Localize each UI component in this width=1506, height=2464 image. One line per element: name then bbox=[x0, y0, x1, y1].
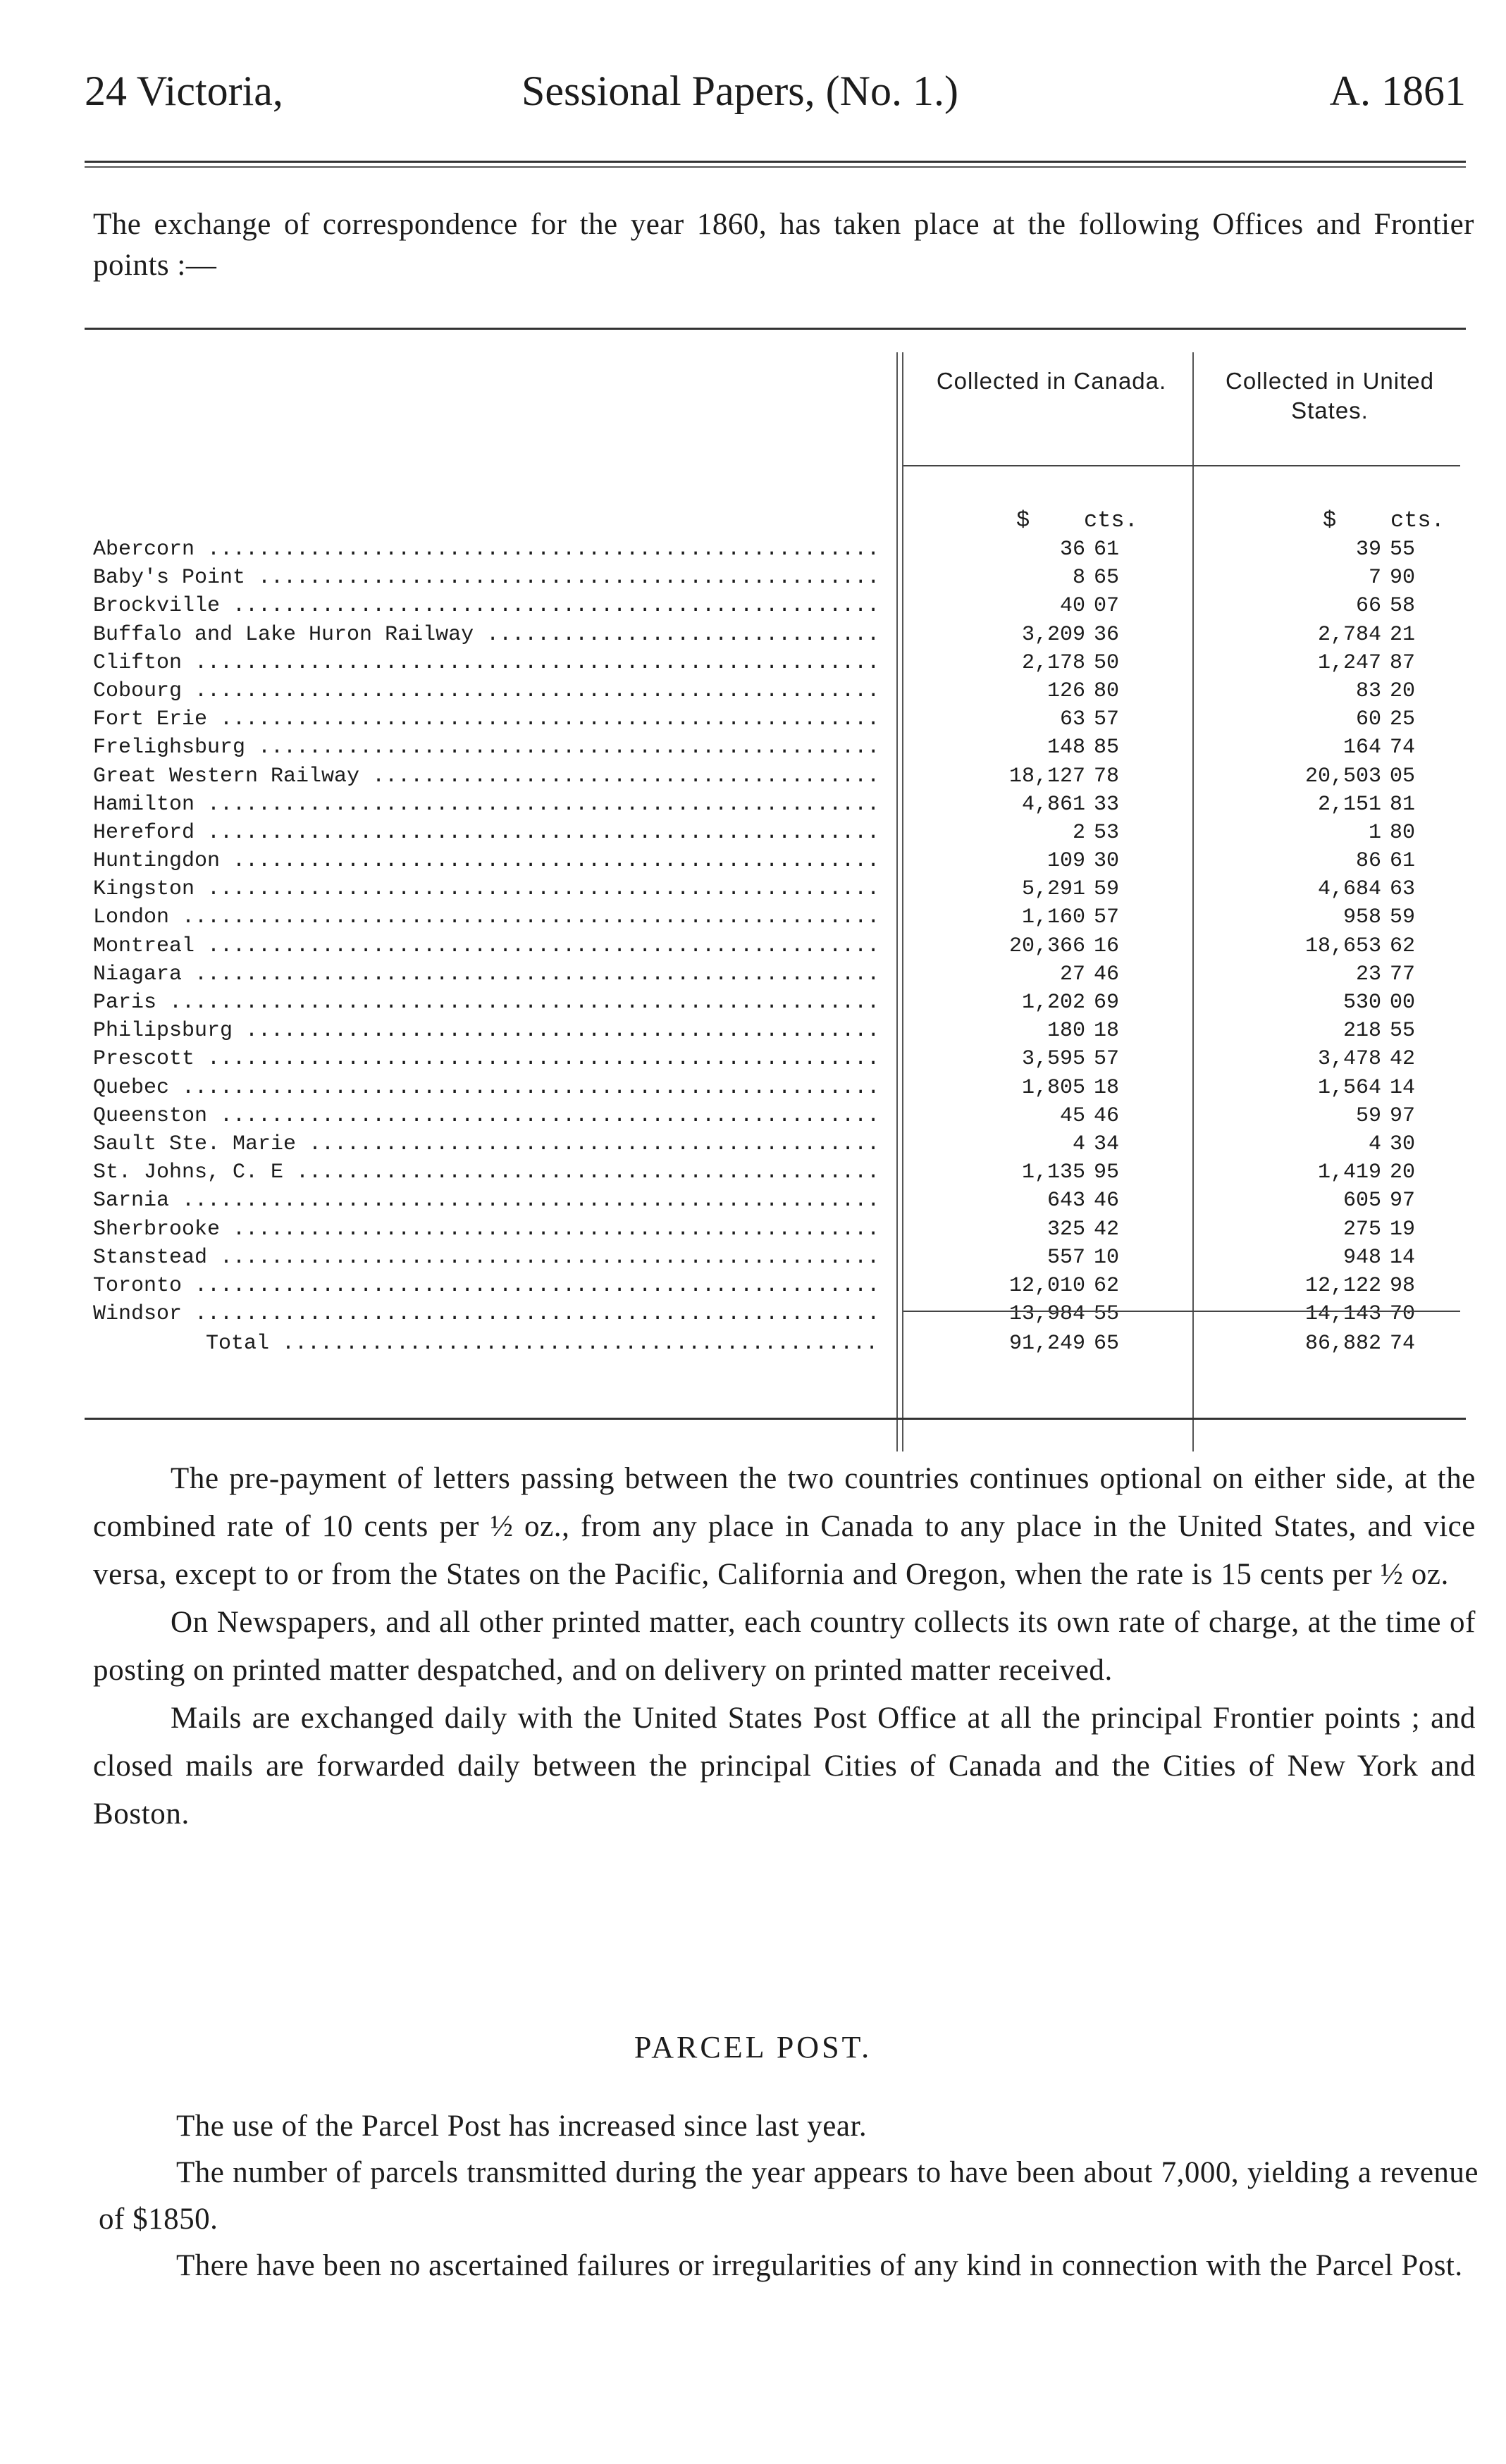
canada-cents: 57 bbox=[1094, 1047, 1120, 1072]
table-row bbox=[93, 989, 1467, 1017]
table-row bbox=[93, 705, 1467, 733]
office-name: St. Johns, C. E ..... bbox=[93, 1158, 882, 1187]
column-header-us: Collected in United States. bbox=[1226, 368, 1434, 423]
office-name: Quebec ..... bbox=[93, 1074, 882, 1102]
paragraph-mails: Mails are exchanged daily with the United States Post Office at all the principal Frontier points ; and closed mails are forwarded daily between the principal Cities of Canada and the Cities of New York and Boston. bbox=[93, 1702, 1476, 1831]
canada-dollars: 12,010 bbox=[1008, 1273, 1085, 1298]
table-row bbox=[93, 733, 1467, 762]
canada-cents: 95 bbox=[1094, 1160, 1120, 1185]
canada-dollars: 3,595 bbox=[1021, 1047, 1085, 1072]
canada-dollars: 148 bbox=[1047, 736, 1085, 760]
canada-cents: 53 bbox=[1094, 820, 1120, 845]
us-cents: 19 bbox=[1390, 1217, 1416, 1242]
canada-cents: 42 bbox=[1094, 1217, 1120, 1242]
us-dollars: 1,564 bbox=[1317, 1075, 1381, 1100]
table-row bbox=[93, 1300, 1467, 1328]
canada-dollars: 4 bbox=[1072, 1132, 1085, 1156]
total-us-dollars: 86,882 bbox=[1304, 1332, 1381, 1356]
parcel-paragraph-failures: There have been no ascertained failures or irregularities of any kind in connection with the Parcel Post. bbox=[176, 2249, 1463, 2282]
canada-dollars: 1,160 bbox=[1021, 905, 1085, 930]
canada-dollars: 36 bbox=[1059, 538, 1085, 562]
us-cents: 58 bbox=[1390, 594, 1416, 619]
header-rule-secondary bbox=[85, 166, 1466, 168]
canada-cents: 46 bbox=[1094, 962, 1120, 986]
us-dollars: 218 bbox=[1343, 1019, 1381, 1044]
us-dollars: 12,122 bbox=[1304, 1273, 1381, 1298]
canada-cents: 61 bbox=[1094, 538, 1120, 562]
us-dollars: 18,653 bbox=[1304, 934, 1381, 958]
us-cents: 77 bbox=[1390, 962, 1416, 986]
table-row bbox=[93, 677, 1467, 705]
header-volume: 24 Victoria, bbox=[85, 68, 283, 114]
canada-dollars: 27 bbox=[1059, 962, 1085, 986]
canada-cents: 18 bbox=[1094, 1075, 1120, 1100]
office-name: Frelighsburg ..... bbox=[93, 733, 882, 762]
us-cents: 20 bbox=[1390, 679, 1416, 703]
office-name: Clifton ..... bbox=[93, 649, 882, 677]
canada-dollars: 2,178 bbox=[1021, 650, 1085, 675]
us-cents: 97 bbox=[1390, 1189, 1416, 1213]
us-cents: 61 bbox=[1390, 849, 1416, 874]
table-row bbox=[93, 564, 1467, 592]
us-dollars: 14,143 bbox=[1304, 1302, 1381, 1327]
us-cents: 20 bbox=[1390, 1160, 1416, 1185]
header-rule bbox=[85, 161, 1466, 163]
header-year: A. 1861 bbox=[1329, 68, 1466, 114]
us-dollars: 83 bbox=[1355, 679, 1381, 703]
us-cents: 55 bbox=[1390, 538, 1416, 562]
us-dollars: 2,784 bbox=[1317, 622, 1381, 647]
canada-dollars: 45 bbox=[1059, 1103, 1085, 1128]
us-cents: 30 bbox=[1390, 1132, 1416, 1156]
total-canada-dollars: 91,249 bbox=[1008, 1332, 1085, 1356]
canada-dollars: 18,127 bbox=[1008, 764, 1085, 788]
canada-dollars: 3,209 bbox=[1021, 622, 1085, 647]
us-dollars: 1,247 bbox=[1317, 650, 1381, 675]
us-dollars: 20,503 bbox=[1304, 764, 1381, 788]
us-dollars: 164 bbox=[1343, 736, 1381, 760]
office-name: Hereford ..... bbox=[93, 819, 882, 847]
office-name: Abercorn ..... bbox=[93, 535, 882, 564]
section-title-parcel-post: PARCEL POST. bbox=[634, 2030, 872, 2064]
canada-dollars: 40 bbox=[1059, 594, 1085, 619]
table-row bbox=[93, 621, 1467, 649]
header-underline bbox=[903, 465, 1460, 466]
canada-dollars: 63 bbox=[1059, 707, 1085, 732]
us-cents: 98 bbox=[1390, 1273, 1416, 1298]
canada-cents: 46 bbox=[1094, 1103, 1120, 1128]
table-row bbox=[93, 847, 1467, 875]
office-name: Sarnia ..... bbox=[93, 1187, 882, 1215]
office-name: Sherbrooke ..... bbox=[93, 1215, 882, 1244]
office-name: Sault Ste. Marie ..... bbox=[93, 1130, 882, 1158]
canada-dollars: 8 bbox=[1072, 566, 1085, 590]
paragraph-newspapers: On Newspapers, and all other printed matter, each country collects its own rate of charge, at the time of posting on printed matter despatched, and on delivery on printed matter received. bbox=[93, 1606, 1476, 1687]
units-canada: $ cts. bbox=[1016, 507, 1138, 533]
canada-cents: 57 bbox=[1094, 905, 1120, 930]
us-cents: 59 bbox=[1390, 905, 1416, 930]
table-row bbox=[93, 1017, 1467, 1045]
us-dollars: 948 bbox=[1343, 1245, 1381, 1270]
canada-cents: 16 bbox=[1094, 934, 1120, 958]
body-paragraphs bbox=[93, 1455, 1476, 1838]
canada-dollars: 5,291 bbox=[1021, 877, 1085, 902]
office-name: Montreal ..... bbox=[93, 932, 882, 960]
table-row bbox=[93, 819, 1467, 847]
us-dollars: 1 bbox=[1368, 820, 1381, 845]
office-name: Prescott ..... bbox=[93, 1045, 882, 1073]
canada-cents: 62 bbox=[1094, 1273, 1120, 1298]
parcel-paragraphs bbox=[99, 2103, 1479, 2289]
us-cents: 21 bbox=[1390, 622, 1416, 647]
table-top-rule bbox=[85, 328, 1466, 330]
office-name: Niagara ..... bbox=[93, 960, 882, 989]
us-cents: 25 bbox=[1390, 707, 1416, 732]
canada-dollars: 4,861 bbox=[1021, 792, 1085, 817]
canada-cents: 57 bbox=[1094, 707, 1120, 732]
us-cents: 42 bbox=[1390, 1047, 1416, 1072]
office-name: Huntingdon ..... bbox=[93, 847, 882, 875]
us-dollars: 60 bbox=[1355, 707, 1381, 732]
us-dollars: 2,151 bbox=[1317, 792, 1381, 817]
table-row bbox=[93, 762, 1467, 791]
table-row bbox=[93, 1074, 1467, 1102]
us-cents: 97 bbox=[1390, 1103, 1416, 1128]
total-row bbox=[93, 1330, 1467, 1358]
table-row bbox=[93, 592, 1467, 620]
us-dollars: 39 bbox=[1355, 538, 1381, 562]
table-body bbox=[93, 535, 1467, 1328]
us-cents: 14 bbox=[1390, 1075, 1416, 1100]
table-row bbox=[93, 791, 1467, 819]
us-cents: 70 bbox=[1390, 1302, 1416, 1327]
table-row bbox=[93, 932, 1467, 960]
us-dollars: 59 bbox=[1355, 1103, 1381, 1128]
office-name: Cobourg ..... bbox=[93, 677, 882, 705]
canada-dollars: 325 bbox=[1047, 1217, 1085, 1242]
office-name: London ..... bbox=[93, 903, 882, 931]
table-row bbox=[93, 1102, 1467, 1130]
canada-cents: 69 bbox=[1094, 991, 1120, 1015]
canada-cents: 50 bbox=[1094, 650, 1120, 675]
us-cents: 87 bbox=[1390, 650, 1416, 675]
table-bottom-rule bbox=[85, 1418, 1466, 1420]
column-header-canada: Collected in Canada. bbox=[936, 368, 1167, 394]
canada-cents: 30 bbox=[1094, 849, 1120, 874]
canada-cents: 18 bbox=[1094, 1019, 1120, 1044]
total-label: Total ..... bbox=[206, 1330, 882, 1358]
canada-dollars: 2 bbox=[1072, 820, 1085, 845]
canada-cents: 55 bbox=[1094, 1302, 1120, 1327]
paragraph-prepayment: The pre-payment of letters passing between the two countries continues optional on either side, at the combined rate of 10 cents per ½ oz., from any place in Canada to any place in the United States, and vice versa, except to or from the States on the Pacific, California and Oregon, when the rate is 15 cents per ½ oz. bbox=[93, 1462, 1476, 1591]
us-dollars: 1,419 bbox=[1317, 1160, 1381, 1185]
office-name: Buffalo and Lake Huron Railway ..... bbox=[93, 621, 882, 649]
us-cents: 80 bbox=[1390, 820, 1416, 845]
office-name: Kingston ..... bbox=[93, 875, 882, 903]
us-cents: 81 bbox=[1390, 792, 1416, 817]
table-row bbox=[93, 960, 1467, 989]
us-dollars: 23 bbox=[1355, 962, 1381, 986]
canada-dollars: 1,202 bbox=[1021, 991, 1085, 1015]
us-dollars: 275 bbox=[1343, 1217, 1381, 1242]
header-title: Sessional Papers, (No. 1.) bbox=[521, 68, 958, 114]
canada-dollars: 180 bbox=[1047, 1019, 1085, 1044]
us-cents: 63 bbox=[1390, 877, 1416, 902]
canada-dollars: 126 bbox=[1047, 679, 1085, 703]
us-cents: 14 bbox=[1390, 1245, 1416, 1270]
canada-dollars: 557 bbox=[1047, 1245, 1085, 1270]
table-row bbox=[93, 1045, 1467, 1073]
table-row bbox=[93, 1215, 1467, 1244]
table-row bbox=[93, 1272, 1467, 1300]
office-name: Baby's Point ..... bbox=[93, 564, 882, 592]
table-row bbox=[93, 1130, 1467, 1158]
us-dollars: 3,478 bbox=[1317, 1047, 1381, 1072]
office-name: Toronto ..... bbox=[93, 1272, 882, 1300]
us-cents: 74 bbox=[1390, 736, 1416, 760]
office-name: Fort Erie ..... bbox=[93, 705, 882, 733]
total-canada-cents: 65 bbox=[1094, 1332, 1120, 1356]
us-dollars: 7 bbox=[1368, 566, 1381, 590]
canada-cents: 46 bbox=[1094, 1189, 1120, 1213]
office-name: Great Western Railway ..... bbox=[93, 762, 882, 791]
canada-cents: 36 bbox=[1094, 622, 1120, 647]
table-row bbox=[93, 535, 1467, 564]
table-row bbox=[93, 1187, 1467, 1215]
canada-cents: 80 bbox=[1094, 679, 1120, 703]
us-dollars: 958 bbox=[1343, 905, 1381, 930]
us-dollars: 605 bbox=[1343, 1189, 1381, 1213]
office-name: Brockville ..... bbox=[93, 592, 882, 620]
canada-cents: 10 bbox=[1094, 1245, 1120, 1270]
us-dollars: 66 bbox=[1355, 594, 1381, 619]
canada-dollars: 20,366 bbox=[1008, 934, 1085, 958]
canada-cents: 33 bbox=[1094, 792, 1120, 817]
canada-cents: 78 bbox=[1094, 764, 1120, 788]
office-name: Stanstead ..... bbox=[93, 1244, 882, 1272]
table-row bbox=[93, 1158, 1467, 1187]
us-cents: 05 bbox=[1390, 764, 1416, 788]
office-name: Philipsburg ..... bbox=[93, 1017, 882, 1045]
us-cents: 90 bbox=[1390, 566, 1416, 590]
total-rule bbox=[903, 1311, 1460, 1312]
table-row bbox=[93, 875, 1467, 903]
table-row bbox=[93, 903, 1467, 931]
office-name: Queenston ..... bbox=[93, 1102, 882, 1130]
us-dollars: 4 bbox=[1368, 1132, 1381, 1156]
units-us: $ cts. bbox=[1323, 507, 1445, 533]
office-name: Paris ..... bbox=[93, 989, 882, 1017]
canada-dollars: 1,135 bbox=[1021, 1160, 1085, 1185]
canada-cents: 07 bbox=[1094, 594, 1120, 619]
us-dollars: 530 bbox=[1343, 991, 1381, 1015]
page-header bbox=[85, 67, 1466, 123]
canada-cents: 85 bbox=[1094, 736, 1120, 760]
office-name: Hamilton ..... bbox=[93, 791, 882, 819]
canada-dollars: 1,805 bbox=[1021, 1075, 1085, 1100]
us-cents: 62 bbox=[1390, 934, 1416, 958]
intro-paragraph: The exchange of correspondence for the year 1860, has taken place at the following Offices and Frontier points :— bbox=[93, 208, 1474, 282]
canada-cents: 65 bbox=[1094, 566, 1120, 590]
table-row bbox=[93, 1244, 1467, 1272]
us-dollars: 86 bbox=[1355, 849, 1381, 874]
parcel-paragraph-use: The use of the Parcel Post has increased since last year. bbox=[176, 2110, 868, 2143]
canada-cents: 34 bbox=[1094, 1132, 1120, 1156]
table-row bbox=[93, 649, 1467, 677]
us-cents: 55 bbox=[1390, 1019, 1416, 1044]
canada-dollars: 643 bbox=[1047, 1189, 1085, 1213]
total-us-cents: 74 bbox=[1390, 1332, 1416, 1356]
us-cents: 00 bbox=[1390, 991, 1416, 1015]
parcel-paragraph-number: The number of parcels transmitted during the year appears to have been about 7,000, yielding a revenue of $1850. bbox=[99, 2156, 1479, 2236]
canada-dollars: 109 bbox=[1047, 849, 1085, 874]
canada-cents: 59 bbox=[1094, 877, 1120, 902]
canada-dollars: 13,984 bbox=[1008, 1302, 1085, 1327]
us-dollars: 4,684 bbox=[1317, 877, 1381, 902]
office-name: Windsor ..... bbox=[93, 1300, 882, 1328]
